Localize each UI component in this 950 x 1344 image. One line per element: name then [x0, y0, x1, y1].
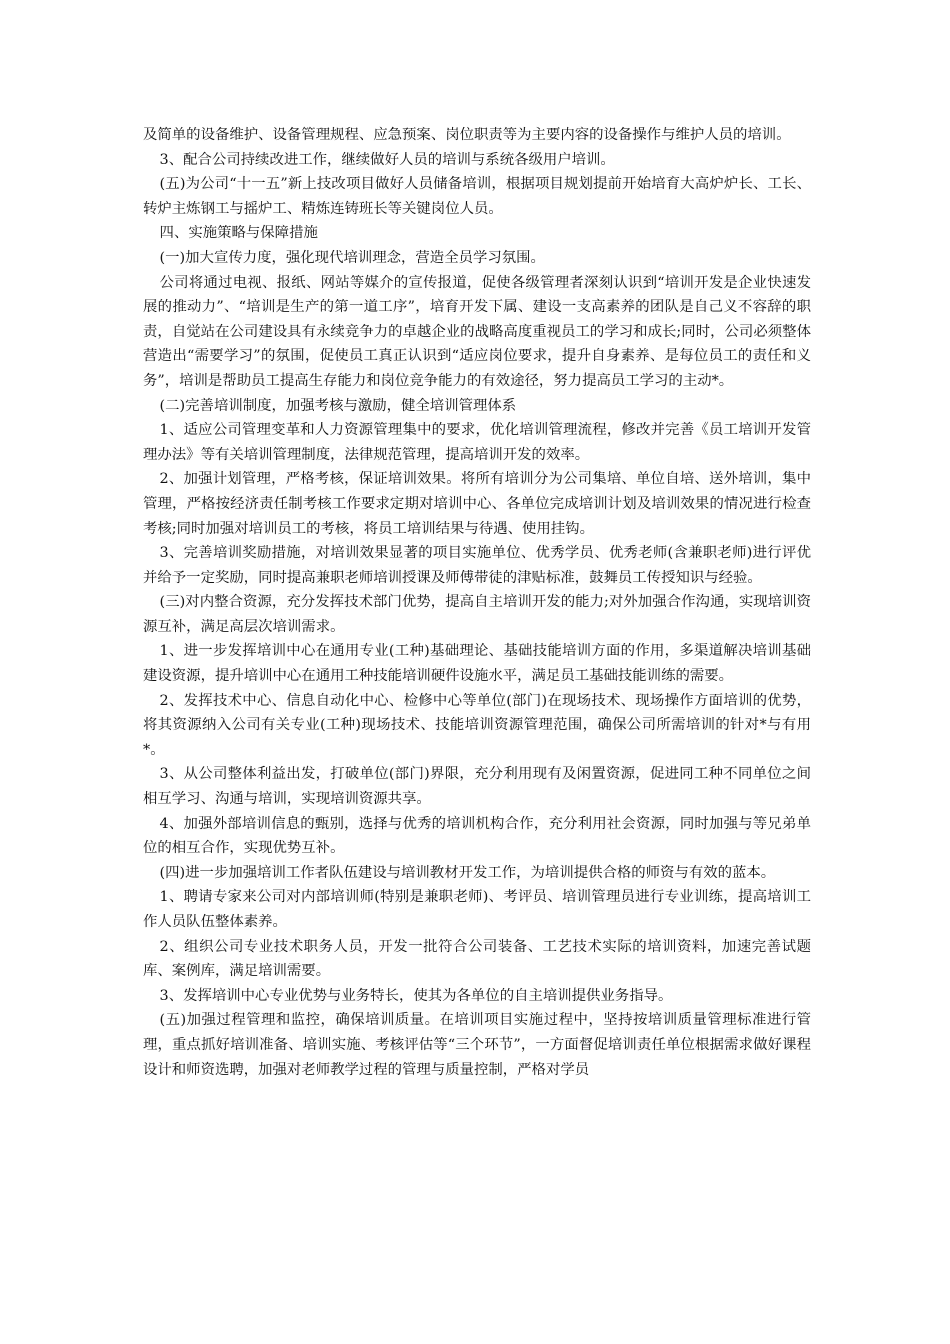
paragraph-18: 2、组织公司专业技术职务人员，开发一批符合公司装备、工艺技术实际的培训资料，加速完善试题库、案例库，满足培训需要。: [143, 938, 811, 980]
paragraph-3: (五)为公司“十一五”新上技改项目做好人员储备培训，根据项目规划提前开始培育大高炉炉长、工长、转炉主炼钢工与摇炉工、精炼连铸班长等关键岗位人员。: [143, 176, 811, 217]
paragraph-6: 公司将通过电视、报纸、网站等媒介的宣传报道，促使各级管理者深刻认识到“培训开发是企业快速发展的推动力”、“培训是生产的第一道工序”，培育开发下属、建设一支高素养的团队是自己义不容辞的职责，自觉站在公司建设具有永续竞争力的卓越企业的战略高度重视员工的学习和成长;同时，公司必须整体营造出“需要学习”的氛围，促使员工真正认识到“适应岗位要求，提升自身素养、是每位员工的责任和义务”，培训是帮助员工提高生存能力和岗位竞争能力的有效途径，努力提高员工学习的主动*。: [143, 274, 811, 389]
paragraph-12: 1、进一步发挥培训中心在通用专业(工种)基础理论、基础技能培训方面的作用，多渠道解决培训基础建设资源，提升培训中心在通用工种技能培训硬件设施水平，满足员工基础技能训练的需要。: [143, 643, 811, 685]
section-heading-4: 四、实施策略与保障措施: [159, 225, 318, 242]
document-body: [143, 123, 811, 1082]
paragraph-2: 3、配合公司持续改进工作，继续做好人员的培训与系统各级用户培训。: [159, 151, 615, 168]
subsection-heading-1: (一)加大宣传力度，强化现代培训理念，营造全员学习氛围。: [159, 249, 545, 266]
paragraph-13: 2、发挥技术中心、信息自动化中心、检修中心等单位(部门)在现场技术、现场操作方面培训的优势，将其资源纳入公司有关专业(工种)现场技术、技能培训资源管理范围，确保公司所需培训的针对*与有用*。: [143, 692, 811, 758]
paragraph-10: 3、完善培训奖励措施，对培训效果显著的项目实施单位、优秀学员、优秀老师(含兼职老师)进行评优并给予一定奖励，同时提高兼职老师培训授课及师傅带徒的津贴标准，鼓舞员工传授知识与经验。: [143, 545, 811, 586]
paragraph-14: 3、从公司整体利益出发，打破单位(部门)界限，充分利用现有及闲置资源，促进同工种不同单位之间相互学习、沟通与培训，实现培训资源共享。: [143, 766, 811, 808]
paragraph-8: 1、适应公司管理变革和人力资源管理集中的要求，优化培训管理流程，修改并完善《员工培训开发管理办法》等有关培训管理制度，法律规范管理，提高培训开发的效率。: [143, 422, 811, 463]
subsection-heading-2: (二)完善培训制度，加强考核与激励，健全培训管理体系: [159, 397, 517, 414]
paragraph-1: 及简单的设备维护、设备管理规程、应急预案、岗位职责等为主要内容的设备操作与维护人员的培训。: [143, 127, 791, 143]
subsection-heading-4: (四)进一步加强培训工作者队伍建设与培训教材开发工作，为培训提供合格的师资与有效的蓝本。: [159, 864, 776, 881]
paragraph-15: 4、加强外部培训信息的甄别，选择与优秀的培训机构合作，充分利用社会资源，同时加强与等兄弟单位的相互合作，实现优势互补。: [143, 815, 811, 857]
subsection-heading-5: (五)加强过程管理和监控，确保培训质量。在培训项目实施过程中，坚持按培训质量管理标准进行管理，重点抓好培训准备、培训实施、考核评估等“三个环节”，一方面督促培训责任单位根据需求做好课程设计和师资选聘，加强对老师教学过程的管理与质量控制，严格对学员: [143, 1012, 811, 1078]
paragraph-17: 1、聘请专家来公司对内部培训师(特别是兼职老师)、考评员、培训管理员进行专业训练，提高培训工作人员队伍整体素养。: [143, 889, 811, 930]
subsection-heading-3: (三)对内整合资源，充分发挥技术部门优势，提高自主培训开发的能力;对外加强合作沟通，实现培训资源互补，满足高层次培训需求。: [143, 594, 811, 635]
paragraph-19: 3、发挥培训中心专业优势与业务特长，使其为各单位的自主培训提供业务指导。: [159, 987, 673, 1004]
paragraph-9: 2、加强计划管理，严格考核，保证培训效果。将所有培训分为公司集培、单位自培、送外培训，集中管理，严格按经济责任制考核工作要求定期对培训中心、各单位完成培训计划及培训效果的情况进行检查考核;同时加强对培训员工的考核，将员工培训结果与待遇、使用挂钩。: [143, 471, 811, 537]
